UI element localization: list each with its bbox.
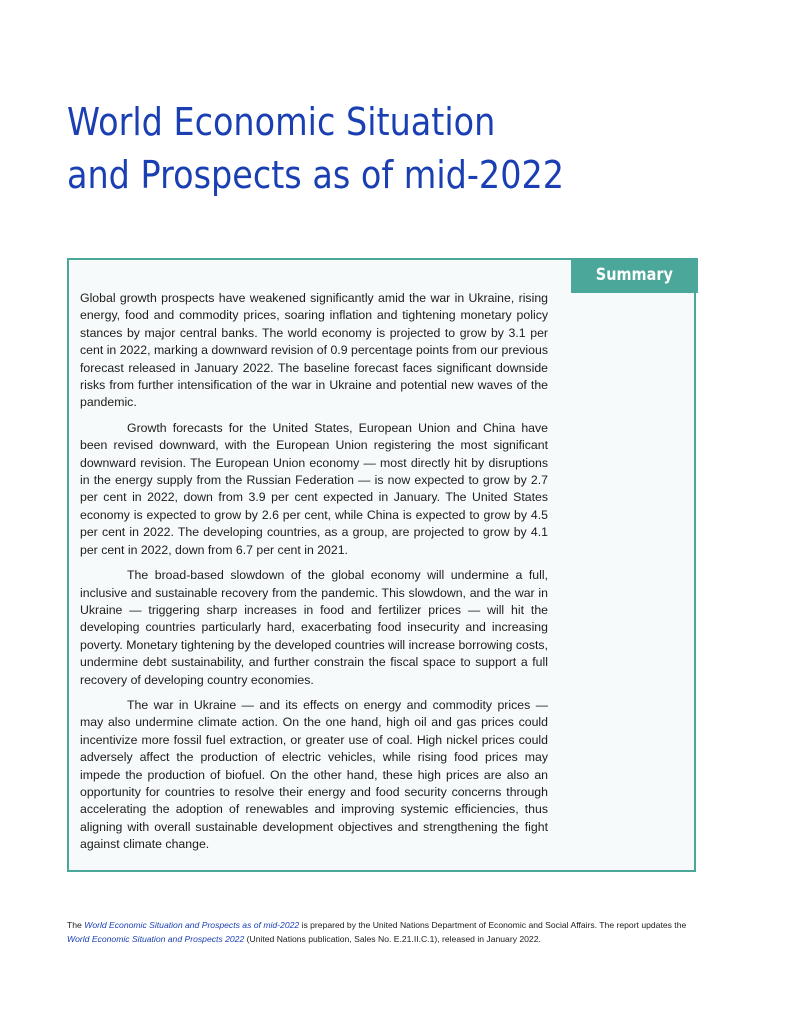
summary-body (80, 290, 548, 862)
page-title (67, 96, 630, 202)
summary-tab-label: Summary (595, 265, 674, 285)
summary-tab (571, 258, 698, 293)
page-title-line-1: World Economic Situation (67, 100, 496, 144)
footnote-prefix: The (67, 920, 85, 930)
footnote-report-title-link[interactable]: World Economic Situation and Prospects as of mid-2022 (84, 920, 300, 930)
footnote-middle: is prepared by the United Nations Department of Economic and Social Affairs. The report updates the (299, 920, 687, 930)
footnote (67, 918, 707, 946)
footnote-wesp-2022-link[interactable]: World Economic Situation and Prospects 2022 (67, 934, 245, 944)
summary-paragraph-2: Growth forecasts for the United States, European Union and China have been revised downward, with the European Union registering the most significant downward revision. The European Union economy — most directly hit by disruptions in the energy supply from the Russian Federation — is now expected to grow by 2.7 per cent in 2022, down from 3.9 per cent expected in January. The United States economy is expected to grow by 2.6 per cent, while China is expected to grow by 4.5 per cent in 2022. The developing countries, as a group, are projected to grow by 4.1 per cent in 2022, down from 6.7 per cent in 2021. (80, 420, 548, 557)
summary-paragraph-4: The war in Ukraine — and its effects on energy and commodity prices — may also undermine climate action. On the one hand, high oil and gas prices could incentivize more fossil fuel extraction, or greater use of coal. High nickel prices could adversely affect the production of electric vehicles, while rising food prices may impede the production of biofuel. On the other hand, these high prices are also an opportunity for countries to resolve their energy and food security concerns through accelerating the adoption of renewables and improving systemic efficiencies, thus aligning with overall sustainable development objectives and strengthening the fight against climate change. (80, 697, 548, 852)
footnote-suffix: (United Nations publication, Sales No. E.21.II.C.1), released in January 2022. (244, 934, 541, 944)
summary-paragraph-3: The broad-based slowdown of the global economy will undermine a full, inclusive and sustainable recovery from the pandemic. This slowdown, and the war in Ukraine — triggering sharp increases in food and fertilizer prices — will hit the developing countries particularly hard, exacerbating food insecurity and increasing poverty. Monetary tightening by the developed countries will increase borrowing costs, undermine debt sustainability, and further constrain the fiscal space to support a full recovery of developing country economies. (80, 568, 548, 687)
page-title-line-2: and Prospects as of mid-2022 (67, 153, 565, 197)
summary-paragraph-1: Global growth prospects have weakened significantly amid the war in Ukraine, rising energy, food and commodity prices, soaring inflation and tightening monetary policy stances by major central banks. The world economy is projected to grow by 3.1 per cent in 2022, marking a downward revision of 0.9 percentage points from our previous forecast released in January 2022. The baseline forecast faces significant downside risks from further intensification of the war in Ukraine and potential new waves of the pandemic. (80, 291, 548, 410)
